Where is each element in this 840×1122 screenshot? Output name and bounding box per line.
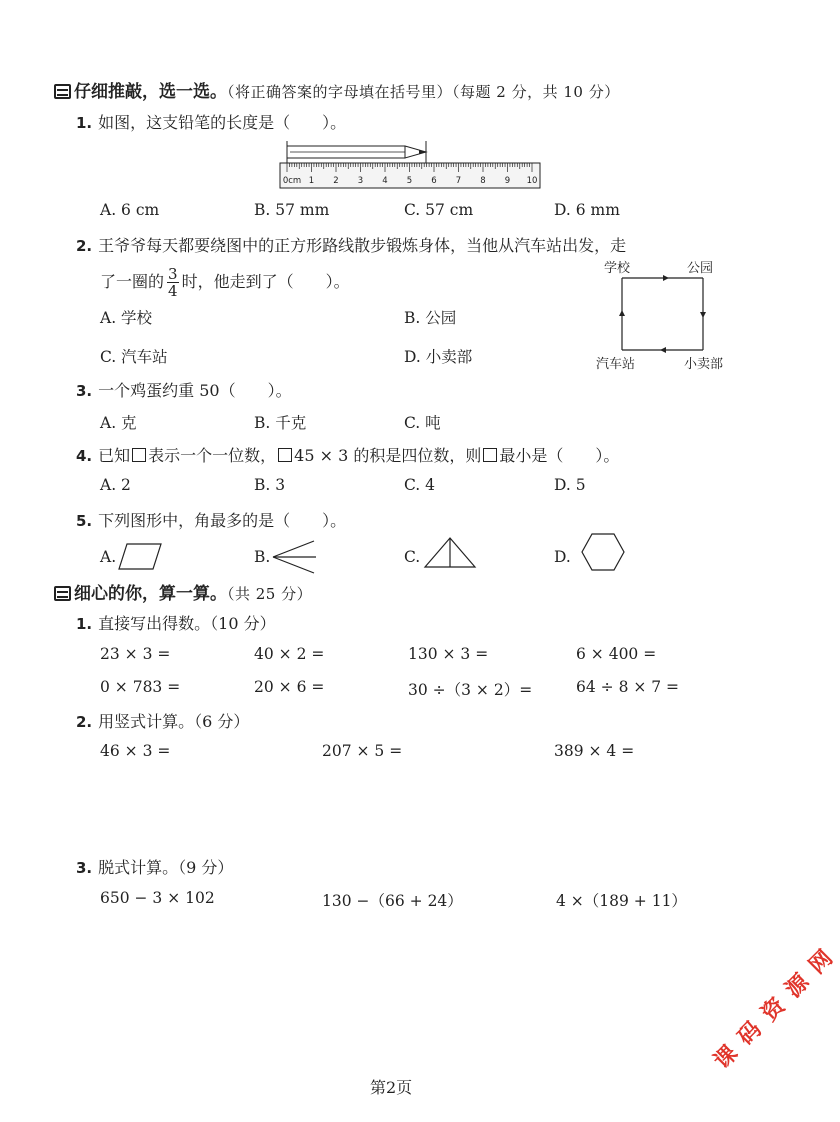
question-1-text: 如图，这支铅笔的长度是（ ）。 xyxy=(98,113,347,132)
triangle-icon xyxy=(422,536,478,570)
ruler-label: 9 xyxy=(504,176,511,186)
q4-option-b[interactable]: B. 3 xyxy=(254,476,286,494)
ruler-label: 6 xyxy=(431,176,437,186)
q2-option-b[interactable]: B. 公园 xyxy=(404,309,457,327)
question-5: 5. 下列图形中，角最多的是（ ）。 xyxy=(76,511,347,530)
calc-item: 30 ÷（3 × 2）= xyxy=(408,681,533,699)
blank-box-icon xyxy=(132,448,146,462)
ruler-label: 4 xyxy=(382,176,388,186)
calc-item: 130 × 3 = xyxy=(408,645,489,663)
calc-item: 389 × 4 = xyxy=(554,742,635,760)
angle-icon xyxy=(270,539,320,575)
parallelogram-icon xyxy=(115,542,165,572)
blank-box-icon xyxy=(483,448,497,462)
calc-item: 207 × 5 = xyxy=(322,742,403,760)
q1-option-d[interactable]: D. 6 mm xyxy=(554,201,620,219)
ruler-label: 0cm xyxy=(282,176,302,186)
section-marker-icon xyxy=(54,84,71,99)
question-5-text: 下列图形中，角最多的是（ ）。 xyxy=(98,511,347,530)
map-label-park: 公园 xyxy=(687,261,714,276)
ruler-label: 8 xyxy=(480,176,486,186)
section2-header xyxy=(54,579,312,604)
question-2-line2: 了一圈的 $\frac{3}{4}$ 时，他走到了（ ）。 xyxy=(100,265,350,300)
q3-option-a[interactable]: A. 克 xyxy=(100,414,137,432)
watermark-text: 课 码 资 源 网 xyxy=(709,944,840,1075)
ruler-label: 10 xyxy=(526,176,538,186)
ruler-label: 5 xyxy=(406,176,413,186)
calc-item: 23 × 3 = xyxy=(100,645,171,663)
question-4: 4. 已知 表示一个一位数， 45 × 3 的积是四位数，则 最小是（ ）。 xyxy=(76,446,620,465)
q1-option-c[interactable]: C. 57 cm xyxy=(404,201,474,219)
map-label-school: 学校 xyxy=(604,261,631,276)
map-label-bus-station: 汽车站 xyxy=(596,357,636,372)
section-marker-icon xyxy=(54,586,71,601)
calc-item: 130 −（66 + 24） xyxy=(322,892,463,910)
question-3: 3. 一个鸡蛋约重 50（ ）。 xyxy=(76,381,292,400)
blank-box-icon xyxy=(278,448,292,462)
q4-option-c[interactable]: C. 4 xyxy=(404,476,436,494)
q3-option-c[interactable]: C. 吨 xyxy=(404,414,441,432)
arrow-left-icon xyxy=(660,347,666,353)
section1-title: 仔细推敲，选一选。 xyxy=(74,82,227,102)
question-1: 1. 如图，这支铅笔的长度是（ ）。 xyxy=(76,113,347,132)
hexagon-icon xyxy=(580,532,626,572)
pencil-ruler-figure xyxy=(278,137,543,195)
ruler xyxy=(280,163,540,188)
ruler-label: 1 xyxy=(308,176,315,186)
q5-option-c[interactable]: C. xyxy=(404,548,421,566)
q4-option-d[interactable]: D. 5 xyxy=(554,476,586,494)
calc-item: 46 × 3 = xyxy=(100,742,171,760)
q5-option-a[interactable]: A. xyxy=(100,548,117,566)
ruler-label: 3 xyxy=(357,176,364,186)
section2-note: （共 25 分） xyxy=(227,585,313,603)
page-number: 第2页 xyxy=(370,1078,413,1097)
calc-item: 64 ÷ 8 × 7 = xyxy=(576,678,680,696)
section2-title: 细心的你，算一算。 xyxy=(74,584,227,604)
q1-option-b[interactable]: B. 57 mm xyxy=(254,201,330,219)
q5-option-b[interactable]: B. xyxy=(254,548,271,566)
q2-option-a[interactable]: A. 学校 xyxy=(100,309,153,327)
calc-item: 20 × 6 = xyxy=(254,678,325,696)
map-label-shop: 小卖部 xyxy=(684,357,724,372)
pencil-icon xyxy=(287,141,426,163)
q2-option-d[interactable]: D. 小卖部 xyxy=(404,348,473,366)
calc-item: 6 × 400 = xyxy=(576,645,657,663)
q3-option-b[interactable]: B. 千克 xyxy=(254,414,307,432)
calc-item: 0 × 783 = xyxy=(100,678,181,696)
arrow-right-icon xyxy=(663,275,669,281)
calc-question-3: 3. 脱式计算。（9 分） xyxy=(76,858,234,877)
arrow-down-icon xyxy=(700,312,706,318)
q5-option-d[interactable]: D. xyxy=(554,548,571,566)
section1-header xyxy=(54,77,620,102)
ruler-label: 7 xyxy=(455,176,462,186)
question-2: 2. 王爷爷每天都要绕图中的正方形路线散步锻炼身体，当他从汽车站出发，走 xyxy=(76,236,627,255)
q2-option-c[interactable]: C. 汽车站 xyxy=(100,348,168,366)
route-map xyxy=(590,256,735,374)
q1-option-a[interactable]: A. 6 cm xyxy=(100,201,160,219)
question-2-text-line1: 王爷爷每天都要绕图中的正方形路线散步锻炼身体，当他从汽车站出发，走 xyxy=(98,236,627,255)
calc-item: 4 ×（189 + 11） xyxy=(556,892,687,910)
calc-item: 40 × 2 = xyxy=(254,645,325,663)
calc-question-1: 1. 直接写出得数。（10 分） xyxy=(76,614,276,633)
ruler-label: 2 xyxy=(333,176,339,186)
fraction-three-quarters: $\frac{3}{4}$ xyxy=(168,265,178,300)
calc-question-2: 2. 用竖式计算。（6 分） xyxy=(76,712,250,731)
arrow-up-icon xyxy=(619,310,625,316)
section1-note: （将正确答案的字母填在括号里）（每题 2 分，共 10 分） xyxy=(227,83,620,101)
calc-item: 650 − 3 × 102 xyxy=(100,889,215,907)
q4-option-a[interactable]: A. 2 xyxy=(100,476,131,494)
question-3-text: 一个鸡蛋约重 50（ ）。 xyxy=(98,381,292,400)
